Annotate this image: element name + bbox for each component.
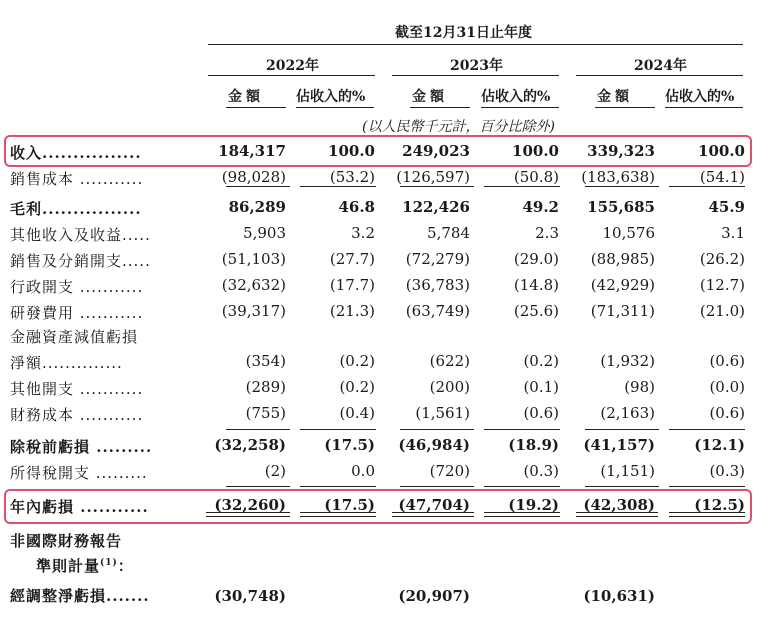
non-ifrs-line2: 準則計量 (36, 557, 101, 575)
percent-cell: (17.5) (324, 496, 375, 514)
unit-note: (以人民幣千元計，百分比除外) (362, 119, 555, 135)
percent-cell: (19.2) (508, 496, 559, 514)
amount-cell: (39,317) (221, 302, 286, 320)
row-label: 銷售及分銷開支..... (10, 252, 151, 270)
amount-cell: (88,985) (590, 250, 655, 268)
col-rule-5 (595, 107, 655, 108)
amount-cell: (72,279) (405, 250, 470, 268)
col-amount-2024: 金額 (597, 89, 633, 105)
amount-cell: (32,260) (214, 496, 286, 514)
row-label: 行政開支 ........... (10, 278, 144, 296)
row-label: 其他收入及收益..... (10, 226, 151, 244)
year-2024: 2024年 (634, 58, 687, 74)
amount-cell: (354) (245, 352, 286, 370)
amount-cell: 5,784 (427, 224, 470, 242)
percent-cell: (17.7) (329, 276, 375, 294)
amount-cell: (46,984) (398, 436, 470, 454)
row-label: 金融資產減值虧損 (10, 328, 139, 346)
col-rule-4 (481, 107, 559, 108)
col-pct-2023: 佔收入的% (481, 89, 551, 105)
percent-cell: 49.2 (522, 198, 559, 216)
pretax-rule-6 (669, 429, 745, 430)
year-rule-2023 (392, 75, 559, 76)
percent-cell: (0.6) (709, 352, 745, 370)
col-rule-6 (665, 107, 743, 108)
table-row (0, 350, 768, 374)
percent-cell: (54.1) (699, 168, 745, 186)
row-label: 其他開支 ........... (10, 380, 144, 398)
amount-cell: (47,704) (398, 496, 470, 514)
table-row (0, 376, 768, 400)
row-label: 收入................ (10, 144, 142, 162)
non-ifrs-measure (36, 555, 134, 576)
col-pct-2022: 佔收入的% (296, 89, 366, 105)
footnote-ref: (1) (100, 558, 118, 568)
percent-cell: (12.1) (694, 436, 745, 454)
adjusted-net-loss-2022: (30,748) (214, 587, 286, 605)
year-rule-2024 (576, 75, 743, 76)
percent-cell: 2.3 (535, 224, 559, 242)
subtotal-rule-5 (585, 186, 659, 187)
percent-cell: (21.3) (329, 302, 375, 320)
amount-cell: (720) (429, 462, 470, 480)
amount-cell: (51,103) (221, 250, 286, 268)
percent-cell: (17.5) (324, 436, 375, 454)
loss-highlight (4, 489, 752, 524)
percent-cell: (0.4) (339, 404, 375, 422)
amount-cell: (2,163) (600, 404, 655, 422)
col-amount-2022: 金額 (228, 89, 264, 105)
pretax-rule-3 (400, 429, 474, 430)
pretax-rule-4 (484, 429, 560, 430)
amount-cell: (289) (245, 378, 286, 396)
percent-cell: (21.0) (699, 302, 745, 320)
col-amount-2023: 金額 (412, 89, 448, 105)
col-pct-2024: 佔收入的% (665, 89, 735, 105)
row-label: 銷售成本 ........... (10, 170, 144, 188)
amount-cell: (2) (264, 462, 286, 480)
tax-rule-5 (585, 486, 659, 487)
amount-cell: (183,638) (581, 168, 655, 186)
pretax-rule-2 (300, 429, 376, 430)
pretax-rule-5 (585, 429, 659, 430)
row-label: 毛利................ (10, 200, 142, 218)
percent-cell: (50.8) (513, 168, 559, 186)
row-label: 研發費用 ........... (10, 304, 144, 322)
table-row (0, 274, 768, 298)
tax-rule-6 (669, 486, 745, 487)
amount-cell: (42,308) (583, 496, 655, 514)
tax-rule-1 (226, 486, 290, 487)
amount-cell: 155,685 (587, 198, 655, 216)
amount-cell: (755) (245, 404, 286, 422)
percent-cell: 3.1 (721, 224, 745, 242)
subtotal-rule-6 (669, 186, 745, 187)
percent-cell: (0.6) (523, 404, 559, 422)
amount-cell: 122,426 (402, 198, 470, 216)
percent-cell: (0.2) (523, 352, 559, 370)
percent-cell: 100.0 (512, 142, 559, 160)
amount-cell: (63,749) (405, 302, 470, 320)
percent-cell: (0.6) (709, 404, 745, 422)
percent-cell: 100.0 (328, 142, 375, 160)
amount-cell: (36,783) (405, 276, 470, 294)
amount-cell: (200) (429, 378, 470, 396)
amount-cell: (98,028) (221, 168, 286, 186)
percent-cell: (27.7) (329, 250, 375, 268)
table-row (0, 300, 768, 324)
amount-cell: (622) (429, 352, 470, 370)
subtotal-rule-2 (300, 186, 376, 187)
percent-cell: (18.9) (508, 436, 559, 454)
period-title: 截至12月31日止年度 (395, 25, 532, 41)
table-row (0, 324, 768, 348)
amount-cell: (32,632) (221, 276, 286, 294)
amount-cell: 339,323 (587, 142, 655, 160)
non-ifrs-heading (10, 530, 122, 551)
tax-rule-2 (300, 486, 376, 487)
col-rule-3 (410, 107, 470, 108)
percent-cell: 100.0 (698, 142, 745, 160)
amount-cell: 184,317 (218, 142, 286, 160)
non-ifrs-colon: ： (117, 557, 134, 575)
table-row (0, 222, 768, 246)
percent-cell: 3.2 (351, 224, 375, 242)
percent-cell: (29.0) (513, 250, 559, 268)
amount-cell: 86,289 (228, 198, 286, 216)
table-row (0, 402, 768, 426)
table-row (0, 196, 768, 220)
percent-cell: 45.9 (708, 198, 745, 216)
subtotal-rule-4 (484, 186, 560, 187)
amount-cell: (32,258) (214, 436, 286, 454)
percent-cell: (0.2) (339, 378, 375, 396)
col-rule-1 (226, 107, 286, 108)
col-rule-2 (296, 107, 374, 108)
amount-cell: (42,929) (590, 276, 655, 294)
percent-cell: (0.2) (339, 352, 375, 370)
row-label: 財務成本 ........... (10, 406, 144, 424)
non-ifrs-line1: 非國際財務報告 (10, 532, 123, 550)
row-label: 除稅前虧損 ......... (10, 438, 153, 456)
revenue-highlight (4, 135, 752, 167)
table-row (0, 248, 768, 272)
amount-cell: 249,023 (402, 142, 470, 160)
adjusted-net-loss-2024: (10,631) (583, 587, 655, 605)
adjusted-net-loss-label: 經調整淨虧損....... (10, 587, 150, 605)
percent-cell: (0.3) (523, 462, 559, 480)
row-label: 淨額.............. (10, 354, 123, 372)
percent-cell: (0.1) (523, 378, 559, 396)
year-2022: 2022年 (266, 58, 319, 74)
percent-cell: (25.6) (513, 302, 559, 320)
percent-cell: (0.0) (709, 378, 745, 396)
table-row (0, 460, 768, 484)
amount-cell: (1,932) (600, 352, 655, 370)
amount-cell: (1,561) (415, 404, 470, 422)
amount-cell: 10,576 (602, 224, 655, 242)
tax-rule-4 (484, 486, 560, 487)
amount-cell: (126,597) (396, 168, 470, 186)
amount-cell: 5,903 (243, 224, 286, 242)
pretax-rule-1 (226, 429, 290, 430)
row-label: 所得稅開支 ......... (10, 464, 148, 482)
percent-cell: (53.2) (329, 168, 375, 186)
percent-cell: 0.0 (351, 462, 375, 480)
subtotal-rule-3 (400, 186, 474, 187)
year-rule-2022 (208, 75, 375, 76)
amount-cell: (98) (624, 378, 655, 396)
table-row (0, 434, 768, 458)
amount-cell: (71,311) (590, 302, 655, 320)
percent-cell: (14.8) (513, 276, 559, 294)
adjusted-net-loss-2023: (20,907) (398, 587, 470, 605)
amount-cell: (41,157) (583, 436, 655, 454)
tax-rule-3 (400, 486, 474, 487)
row-label: 年內虧損 ........... (10, 498, 149, 516)
percent-cell: (12.7) (699, 276, 745, 294)
percent-cell: 46.8 (338, 198, 375, 216)
period-rule (208, 44, 743, 45)
amount-cell: (1,151) (600, 462, 655, 480)
subtotal-rule-1 (226, 186, 290, 187)
year-2023: 2023年 (450, 58, 503, 74)
percent-cell: (26.2) (699, 250, 745, 268)
percent-cell: (0.3) (709, 462, 745, 480)
percent-cell: (12.5) (694, 496, 745, 514)
